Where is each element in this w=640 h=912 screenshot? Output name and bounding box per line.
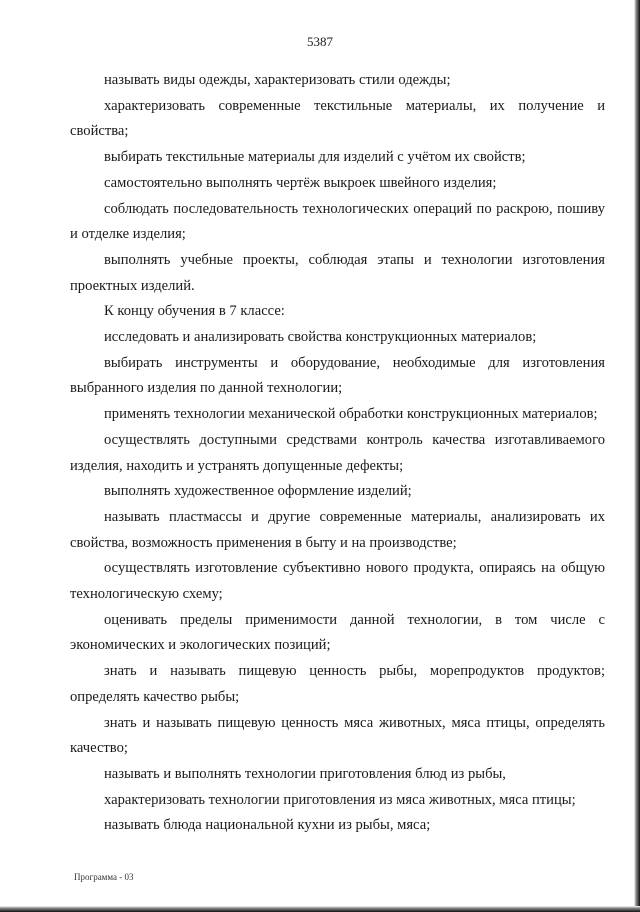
paragraph: выбирать текстильные материалы для изделий с учётом их свойств; — [104, 149, 526, 166]
paragraph: называть пластмассы и другие современные материалы, анализировать их свойства, возможность применения в быту и на производстве; — [70, 508, 605, 551]
paragraph: соблюдать последовательность технологических операций по раскрою, пошиву и отделке изделия; — [70, 200, 605, 243]
paragraph: осуществлять доступными средствами контроль качества изготавливаемого изделия, находить и устранять допущенные дефекты; — [70, 431, 605, 474]
page-number: 5387 — [307, 34, 333, 49]
scan-edge-bottom — [0, 906, 640, 912]
paragraph: самостоятельно выполнять чертёж выкроек швейного изделия; — [104, 174, 497, 191]
paragraph: оценивать пределы применимости данной технологии, в том числе с экономических и экологических позиций; — [70, 611, 605, 654]
paragraph: характеризовать современные текстильные материалы, их получение и свойства; — [70, 97, 605, 140]
paragraph: знать и называть пищевую ценность мяса животных, мяса птицы, определять качество; — [70, 714, 605, 757]
scan-edge-right — [634, 0, 640, 912]
section-heading: К концу обучения в 7 классе: — [104, 303, 285, 320]
paragraph: называть виды одежды, характеризовать стили одежды; — [104, 72, 451, 88]
paragraph: называть и выполнять технологии приготовления блюд из рыбы, — [104, 765, 506, 782]
paragraph: знать и называть пищевую ценность рыбы, морепродуктов продуктов; определять качество рыбы; — [70, 663, 605, 705]
paragraph: выбирать инструменты и оборудование, необходимые для изготовления выбранного изделия по данной технологии; — [70, 354, 605, 397]
paragraph: называть блюда национальной кухни из рыбы, мяса; — [104, 817, 431, 834]
paragraph: характеризовать технологии приготовления из мяса животных, мяса птицы; — [104, 791, 576, 808]
paragraph: применять технологии механической обработки конструкционных материалов; — [104, 406, 598, 423]
footer-label: Программа - 03 — [74, 872, 134, 882]
paragraph: выполнять художественное оформление изделий; — [104, 483, 412, 500]
paragraph: исследовать и анализировать свойства конструкционных материалов; — [104, 329, 537, 346]
body-text — [70, 68, 605, 839]
paragraph: выполнять учебные проекты, соблюдая этапы и технологии изготовления проектных изделий. — [70, 251, 605, 294]
paragraph: осуществлять изготовление субъективно нового продукта, опираясь на общую технологическую схему; — [70, 560, 605, 603]
